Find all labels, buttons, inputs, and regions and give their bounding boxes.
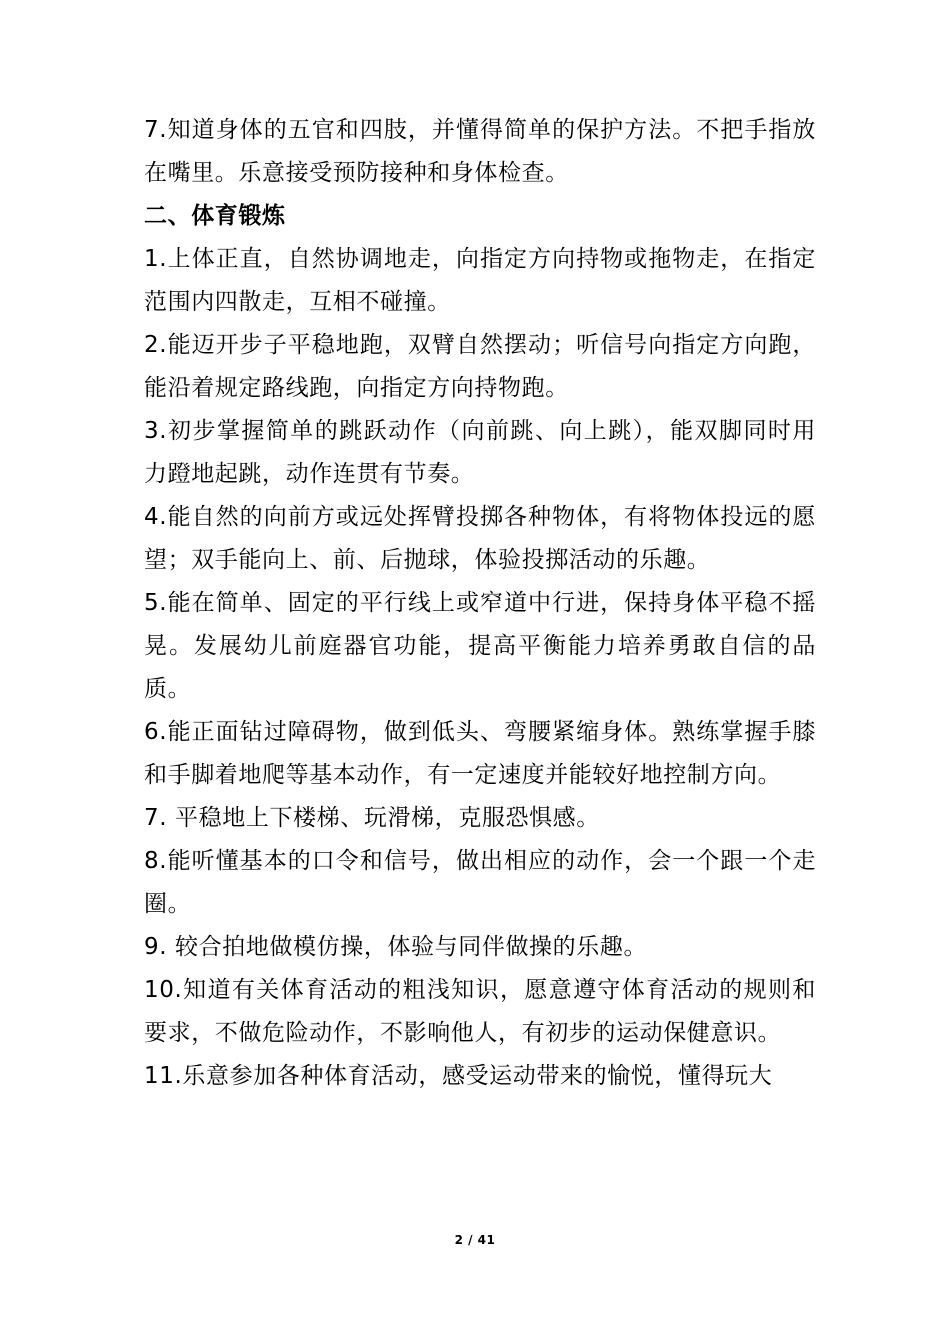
list-item: 10.知道有关体育活动的粗浅知识，愿意遵守体育活动的规则和要求，不做危险动作，不影响他人，有初步的运动保健意识。: [144, 977, 816, 1046]
list-item: 3.初步掌握简单的跳跃动作（向前跳、向上跳），能双脚同时用力蹬地起跳，动作连贯有节奏。: [144, 418, 816, 487]
list-item: 4.能自然的向前方或远处挥臂投掷各种物体，有将物体投远的愿望；双手能向上、前、后抛球，体验投掷活动的乐趣。: [144, 504, 816, 573]
page-number: 2 / 41: [454, 1233, 496, 1247]
list-item: 7. 平稳地上下楼梯、玩滑梯，克服恐惧感。: [144, 805, 600, 831]
section-heading-physical-exercise: 二、体育锻炼: [144, 203, 286, 229]
list-item: 8.能听懂基本的口令和信号，做出相应的动作，会一个跟一个走圈。: [144, 848, 816, 917]
list-item: 1.上体正直，自然协调地走，向指定方向持物或拖物走，在指定范围内四散走，互相不碰撞。: [144, 246, 816, 315]
paragraph-health-item-7: 7.知道身体的五官和四肢，并懂得简单的保护方法。不把手指放在嘴里。乐意接受预防接种和身体检查。: [144, 117, 816, 186]
document-body: [144, 109, 816, 1098]
list-item: 11.乐意参加各种体育活动，感受运动带来的愉悦，懂得玩大: [144, 1063, 773, 1089]
list-item: 5.能在简单、固定的平行线上或窄道中行进，保持身体平稳不摇晃。发展幼儿前庭器官功能，提高平衡能力培养勇敢自信的品质。: [144, 590, 816, 702]
list-item: 6.能正面钻过障碍物，做到低头、弯腰紧缩身体。熟练掌握手膝和手脚着地爬等基本动作，有一定速度并能较好地控制方向。: [144, 719, 816, 788]
list-item: 2.能迈开步子平稳地跑，双臂自然摆动；听信号向指定方向跑，能沿着规定路线跑，向指定方向持物跑。: [144, 332, 816, 401]
list-item: 9. 较合拍地做模仿操，体验与同伴做操的乐趣。: [144, 934, 648, 960]
